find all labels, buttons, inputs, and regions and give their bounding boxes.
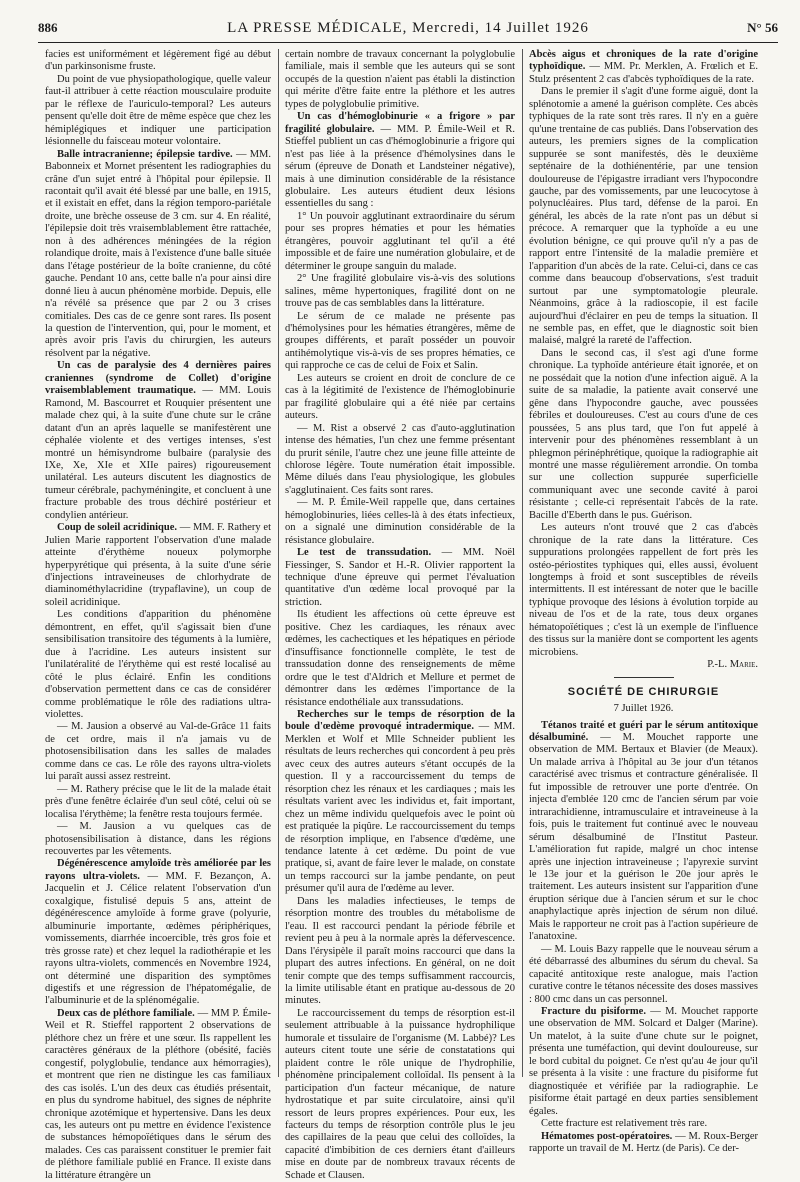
paragraph-text: — M. Louis Bazy rappelle que le nouveau sérum a été débarrassé des albumines du sérum du cheval. Sa capacité antitoxique reste analogue, mais l'action curative contre le tétanos nécessite des doses massives : 800 cmc dans un cas personnel. (529, 943, 758, 1005)
paragraph-text: Dans le premier il s'agit d'une forme aiguë, dont la splénotomie a amené la guérison complète. Ces abcès typhiques de la rate sont très rares. Il n'y en a guère qu'une trentaine de cas publiés. Dans l'observation des auteurs, les premiers signes de la complication suppurée se sont manifestés, dès le deuxième septénaire de la dothiénentérie, par une tension douloureuse de l'épigastre irradiant vers l'hypocondre gauche, par des vomissements, par une leucocytose à polynucléaires. Plus tard, défense de la paroi. En général, les abcès de la rate n'ont pas un début si précoce. A remarquer que la typhoïde a eu une évolution bénigne, ce qui prouve qu'il n'y a pas de rapport entre l'intensité de la maladie première et l'apparition d'un abcès de la rate. Celui-ci, dans ce cas comme dans beaucoup d'observations, s'est traduit surtout par une symptomatologie pleurale. Néanmoins, grâce à la radioscopie, il est facile aujourd'hui d'éclairer en peu de temps la situation. Il ne semble pas, en effet, que le diagnostic soit bien malaisé, malgré la rareté de l'affection. (529, 86, 758, 347)
body-paragraph (285, 896, 515, 1008)
paragraph-text: — M. Mouchet rapporte une observation de MM. Bertaux et Blavier (de Meaux). Un malade arriva à l'hôpital au 3e jour d'un tétanos caractérisé avec trismus et contracture généralisée. Il fut impossible de retrouver une porte d'entrée. On injecta d'emblée 120 cmc de l'ancien sérum par voie intrarachidienne, intramusculaire et intraveineuse à la fois, puis le traitement fut continué avec le nouveau sérum désalbuminé de l'Institut Pasteur. L'amélioration fut rapide, malgré un choc intense après une injection intraveineuse ; l'apyrexie survint le 13e jour et la guérison le 20e jour après le traitement. Les auteurs insistent sur l'apparition d'une éruption sérique due à l'ancien sérum et sur le choc anaphylactique après injection de sérum non dilué. Mais le rapporteur ne croit pas à l'action supérieure de l'anatoxine. (529, 732, 758, 943)
paragraph-text: 2° Une fragilité globulaire vis-à-vis des solutions salines, même hypertoniques, fragilité dont on ne trouve pas de cas semblables dans la littérature. (285, 273, 515, 310)
paragraph-text: Cette fracture est relativement très rare. (541, 1118, 708, 1130)
body-paragraph (45, 49, 271, 74)
running-header (38, 20, 778, 43)
paragraph-text: — M. Jausion a observé au Val-de-Grâce 11 faits de cet ordre, mais il n'a jamais vu de photosensibilisation dans les salles de malades comme dans ce cas. Le rôle des rayons ultra-violets lui paraît aussi assez restreint. (45, 721, 271, 783)
body-paragraph (45, 74, 271, 149)
journal-title: LA PRESSE MÉDICALE, Mercredi, 14 Juillet 1926 (227, 20, 589, 36)
article-title: Dégénérescence amyloïde très améliorée par les rayons ultra-violets. (45, 858, 271, 882)
paragraph-text: Le raccourcissement du temps de résorption est-il seulement attribuable à la puissance hydrophilique humorale et tissulaire de l'organisme (M. Labbé)? Les auteurs citent toute une série de constatations qui plaident contre le rôle unique de l'hydrophilie, phénomène principalement colloïdal. Ils pensent à la participation d'un facteur mécanique, de nature hydrostatique et par suite circulatoire, ainsi qu'il ressort de leurs propres expériences. Pour eux, les facteurs du temps de résorption contrôle plus le jeu des capillaires de la peau que celui des colloïdes, la capacité d'imbibition de ces derniers étant d'ailleurs mise en doute par de nombreux travaux récents de Schade et Clausen. (285, 1007, 515, 1181)
article-paragraph (285, 111, 515, 211)
article-paragraph (45, 360, 271, 522)
article-paragraph (529, 1131, 758, 1156)
paragraph-text: — MM. F. Bezançon, A. Jacquelin et J. Célice relatent l'observation d'un coxalgique, fistulisé depuis 5 ans, atteint de dégénérescence amyloïde à forme grave (polyurie, albuminurie importante, œdèmes périphériques, vomissements, diarrhée incoercible, très gros foie et très grosse rate) et chez lequel la radiothérapie et les rayons ultra-violets, commencés en Novembre 1924, ont déterminé une disparition des symptômes digestifs et une régression de l'hépatomégalie, de l'albuminurie et de la splénomégalie. (45, 870, 272, 1007)
article-paragraph (45, 1008, 271, 1182)
paragraph-text: — M. Rathery précise que le lit de la malade était près d'une fenêtre éclairée d'un seul côté, celui où se localisa l'érythème; la fenêtre resta toujours fermée. (45, 783, 271, 820)
page-number: 886 (38, 20, 58, 35)
paragraph-text: — MM. Merklen et Wolf et Mlle Schneider publient les résultats de leurs recherches qui concordent à peu près avec ceux des autres auteurs s'étant occupés de la question. Il y a raccourcissement du temps de résorption chez les rénaux et les cardiaques ; mais les résultats varient avec les individus et, fait important, chez un même individu quelquefois avec le point où est pratiquée la piqûre. Le raccourcissement du temps de résorption implique, en l'absence d'œdème, une tendance latente à cet œdème. Du point de vue pratique, si, avant de faire lever le malade, on constate un temps raccourci sur la jambe pendante, on peut présumer qu'il aura de l'œdème au lever. (285, 721, 515, 895)
column-rule (522, 49, 523, 1077)
body-paragraph (529, 522, 758, 659)
article-paragraph (45, 149, 271, 361)
body-paragraph (285, 373, 515, 423)
article-title: Recherches sur le temps de résorption de la boule d'œdème provoqué intradermique. (285, 709, 515, 733)
body-paragraph (529, 944, 758, 1006)
article-title: Deux cas de pléthore familiale. (57, 1007, 195, 1019)
paragraph-text: Ils étudient les affections où cette épreuve est positive. Chez les cardiaques, les rénaux avec œdèmes, les cachectiques et les hépatiques en période d'insuffisance fonctionnelle complète, le test de transsudation donne des renseignements de même ordre que le test d'Aldrich et Mellure et permet de démontrer dans les œdèmes l'importance de la résistance endothéliale aux transsudations. (285, 609, 515, 708)
paragraph-text: — MM. P. Émile-Weil et R. Stieffel publient un cas d'hémoglobinurie a frigore qui n'est pas liée à la présence d'hémolysines dans le sérum (épreuve de Donath et Landsteiner négative), mais à une diminution considérable de la résistance globulaire. Les auteurs étudient deux lésions essentielles du sang : (285, 123, 515, 210)
paragraph-text: Dans les maladies infectieuses, le temps de résorption montre des troubles du métabolisme de l'eau. Il est raccourci pendant la période fébrile et revient peu à peu à la normale après la défervescence. Dans l'érysipèle il paraît moins raccourci que dans la plupart des autres infections. En général, on ne doit tenir compte que des temps suffisamment raccourcis, la limite utilisable étant en pratique au-dessous de 20 minutes. (285, 895, 515, 1007)
issue-number: N° 56 (747, 20, 778, 35)
paragraph-text: Les conditions d'apparition du phénomène démontrent, en effet, qu'il s'agissait bien d'une sensibilisation transitoire des téguments à la lumière, due à l'acridine. Les auteurs insistent sur l'unilatéralité de l'érythème qui est resté localisé au côté le plus éclairé. Enfin les conditions d'observation permettent dans ce cas de considérer comme problématique le rôle des radiations ultra-violettes. (45, 609, 271, 721)
article-title: Balle intracranienne; épilepsie tardive. (57, 148, 233, 160)
paragraph-text: Dans le second cas, il s'est agi d'une forme chronique. La typhoïde antérieure était ignorée, et on ne possédait que la notion d'une infection aiguë. A la suite de sa maladie, la patiente avait conservé une gêne dans l'hypocondre gauche, avec poussées fébriles et douloureuses. C'est au cours d'une de ces poussées, 5 ans plus tard, que l'on fut appelé à intervenir pour des phénomènes ressemblant à un phlegmon périnéphrétique, quoique la radiographie ait montré une masse régulièrement arrondie. On tomba sur une collection suppurée superficielle communiquant avec une seconde cavité à paroi résistante ; celle-ci représentait l'abcès de la rate. Bacille d'Eberth dans le pus. Guérison. (529, 347, 758, 521)
body-paragraph (45, 821, 271, 858)
society-heading: SOCIÉTÉ DE CHIRURGIE (567, 685, 720, 698)
paragraph-text: — M. Rist a observé 2 cas d'auto-agglutination intense des hématies, l'un chez une femme présentant du prurit sénile, l'autre chez une jeune fille atteinte de chlorose légère. Toute numération était impossible. Même dilués dans l'eau physiologique, les globules s'agglutinaient. Ces faits sont rares. (285, 422, 515, 496)
article-title: Coup de soleil acridinique. (57, 522, 177, 534)
article-title: Un cas d'hémoglobinurie « a frigore » par fragilité globulaire. (285, 111, 515, 135)
paragraph-text: certain nombre de travaux concernant la polyglobulie familiale, mais il semble que les auteurs qui se sont occupés de la question n'aient pas établi la distinction qui mérite d'être faite entre la pléthore et les autres types de polyglobulie primitive. (285, 49, 515, 110)
body-paragraph (285, 1008, 515, 1182)
paragraph-text: — M. Roux-Berger rapporte un travail de M. Hertz (de Paris). Ce der- (529, 1130, 758, 1154)
paragraph-text: — M. P. Émile-Weil rappelle que, dans certaines hémoglobinuries, liées celles-là à des états infectieux, on a signalé une diminution considérable de la résistance globulaire. (285, 497, 515, 546)
article-title: Tétanos traité et guéri par le sérum antitoxique désalbuminé. (529, 719, 758, 744)
article-title: Hématomes post-opératoires. (541, 1130, 673, 1142)
paragraph-text: — M. Jausion a vu quelques cas de photosensibilisation à distance, dans les régions recouvertes par les vêtements. (45, 821, 271, 857)
column-rule (278, 49, 279, 1077)
article-title: Le test de transsudation. (297, 547, 432, 559)
section-divider (614, 677, 674, 678)
paragraph-text: — M. Mouchet rapporte une observation de MM. Solcard et Dalger (Marine). Un matelot, à la suite d'une chute sur le poignet, présenta une tuméfaction, qui devint douloureuse, sur le bord cubital du poignet. Ce n'est qu'au 4e jour qu'il se présenta à la visite : une fracture du pisiforme fut diagnostiquée et vérifiée par la radiographie. Le pisiforme était partagé en deux parties sensiblement égales. (529, 1005, 758, 1117)
body-paragraph (285, 423, 515, 498)
body-paragraph (285, 609, 515, 709)
col3b-paragraphs (529, 720, 758, 1156)
paragraph-text: Le sérum de ce malade ne présente pas d'hémolysines pour les hématies étrangères, même de groupes différents, et paraît posséder un pouvoir antihémolytique vis-à-vis de ses propres hématies, ce qui rapproche ce cas de celui de Foix et Salin. (285, 310, 515, 372)
paragraph-text: Les auteurs se croient en droit de conclure de ce cas à la légitimité de l'existence de l'hémoglobinurie par fragilité globulaire qui a été niée par certains auteurs. (285, 372, 515, 422)
article-paragraph (529, 1006, 758, 1118)
article-title: Un cas de paralysie des 4 dernières paires craniennes (syndrome de Collet) d'origine vraisemblablement traumatique. (45, 360, 271, 397)
body-paragraph (529, 86, 758, 348)
body-paragraph (45, 784, 271, 821)
column-2 (285, 49, 515, 1181)
body-paragraph (285, 49, 515, 111)
paragraph-text: — MM. Noël Fiessinger, S. Sandor et H.-R. Olivier rapportent la technique d'une épreuve qui permet l'évaluation quantitative d'un œdème local provoqué par la striction. (285, 547, 515, 608)
article-title: Abcès aigus et chroniques de la rate d'origine typhoïdique. (529, 49, 758, 73)
article-paragraph (45, 858, 271, 1007)
article-paragraph (529, 720, 758, 944)
article-paragraph (285, 709, 515, 896)
article-paragraph (45, 522, 271, 609)
article-paragraph (529, 49, 758, 86)
paragraph-text: — MM P. Émile-Weil et R. Stieffel rapportent 2 observations de pléthore chez un frère et une sœur. Ils rappellent les caractères généraux de la pléthore (obésité, faciès congestif, polyglobulie, tendance aux hémorragies), et montrent que rien ne distingue les cas familiaux des cas isolés. L'un des deux cas étudiés présentait, en plus du syndrome habituel, des signes de néphrite chronique azotémique et hypertensive. Dans les deux cas, les auteurs ont pu mettre en évidence l'existence de substances hémopoïétiques dans le sérum des malades. Ces cas paraissent constituer le premier fait de pléthore familiale publié en France. Il existe dans la littérature étrangère un (45, 1007, 272, 1181)
body-paragraph (529, 1118, 758, 1130)
session-date: 7 Juillet 1926. (613, 703, 674, 715)
col2-paragraphs (285, 49, 515, 1182)
paragraph-text: — MM. Louis Ramond, M. Bascourret et Rouquier présentent une malade chez qui, à la suite d'une chute sur le crâne datant d'un an après laquelle se manifestèrent une céphalée violente et des vertiges intenses, s'est montré un hémisyndrome bulbaire (paralysie des IXe, Xe, XIe et XIIe paires) rigoureusement unilatéral. Les auteurs discutent les diagnostics de tumeur cérébrale, pachyméningite, et concluent à une fracture probable des trous déchiré postérieur et condylien antérieur. (45, 385, 271, 521)
body-paragraph (285, 311, 515, 373)
paragraph-text: facies est uniformément et légèrement figé au début d'un parkinsonisme fruste. (45, 49, 271, 73)
col1-paragraphs (45, 49, 271, 1182)
body-paragraph (529, 348, 758, 522)
col3-paragraphs (529, 49, 758, 659)
paragraph-text: — MM. F. Rathery et Julien Marie rapportent l'observation d'une malade atteinte d'érythème noueux polymorphe hyperpyrétique qui présenta, à la suite d'une série d'injections intraveineuses de chlorhydrate de diaminométhylacridine (trypaflavine), un coup de soleil acridinique. (45, 522, 271, 608)
article-title: Fracture du pisiforme. (541, 1005, 646, 1017)
paragraph-text: Du point de vue physiopathologique, quelle valeur faut-il attribuer à cette réaction mousculaire produite par le réflexe de l'auriculo-temporal? Les auteurs pensent qu'elle doit être de même espèce que chez les hémiplégiques et indiquer une participation lésionnelle du faisceau moteur volontaire. (45, 73, 271, 148)
column-1 (45, 49, 272, 1181)
body-paragraph (285, 497, 515, 547)
article-paragraph (285, 547, 515, 609)
body-paragraph (285, 273, 515, 310)
body-paragraph (285, 211, 515, 273)
column-3 (529, 49, 758, 1154)
paragraph-text: — MM. Babonneix et Mornet présentent les radiographies du crâne d'un sujet entré à l'hôpital pour épilepsie. Il racontait qu'il avait été blessé par une balle, en 1915, et il existait en effet, dans la région temporo-pariétale droite, une brèche osseuse de 3 cm. sur 4. En réalité, l'épilepsie doit très vraisemblablement être rattachée, non à des adhérences méningées de la région rolandique droite, mais à l'existence d'une balle située dans l'étage postérieur de la boîte cranienne, du côté gauche. Pendant 10 ans, cette balle n'a pour ainsi dire donné lieu à aucun phénomène morbide. Depuis, elle n'a révélé sa présence que par 2 ou 3 crises comitiales. Des cas de ce genre sont rares. Ils posent la question de l'intervention, qui, pour le moment, et après avoir pris l'avis du chirurgien, les auteurs résolvent par la négative. (45, 148, 271, 359)
paragraph-text: — MM. Pr. Merklen, A. Frœlich et E. Stulz présentent 2 cas d'abcès typhoïdiques de la rate. (529, 61, 758, 85)
paragraph-text: 1° Un pouvoir agglutinant extraordinaire du sérum pour ses propres hématies et pour les hématies étrangères, pouvoir agglutinant tel qu'il a été impossible et de faire une numération globulaire, et de déterminer le groupe sanguin du malade. (285, 210, 515, 272)
body-paragraph (45, 609, 271, 721)
paragraph-text: Les auteurs n'ont trouvé que 2 cas d'abcès chronique de la rate dans la littérature. Ces suppurations prolongées rappellent de fort près les ostéo-périostites typhiques qui, elles aussi, évoluent longtemps à froid et sont susceptibles de réveils intermittents. Il est intéressant de noter que le bacille typhique provoque des lésions à évolution torpide au niveau de l'os et de la rate, tous deux organes hématopoïétiques ; c'est là un exemple de l'influence des tissus sur la manière dont se comportent les agents microbiens. (529, 522, 758, 658)
body-paragraph (45, 721, 271, 783)
author-signature: P.-L. Marie. (707, 659, 758, 671)
